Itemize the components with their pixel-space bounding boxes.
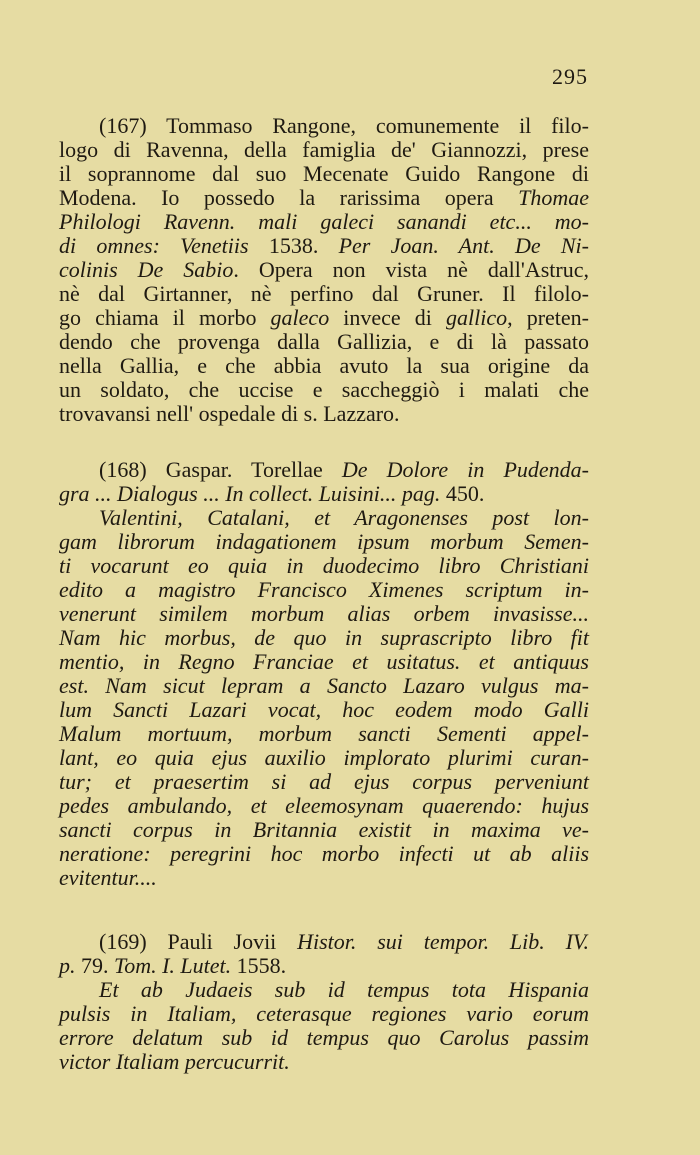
- text-line: [59, 722, 589, 746]
- footnote-167: [59, 114, 589, 426]
- italic-text: lant, eo quia ejus auxilio implorato plurimi curan-: [59, 745, 589, 770]
- text-line: [59, 650, 589, 674]
- roman-text: (169) Pauli Jovii: [99, 929, 298, 954]
- italic-text: pulsis in Italiam, ceterasque regiones vario eorum: [59, 1001, 589, 1026]
- roman-text: , preten-: [507, 305, 589, 330]
- italic-text: neratione: peregrini hoc morbo infecti ut ab aliis: [59, 841, 589, 866]
- text-line: [59, 818, 589, 842]
- italic-text: mentio, in Regno Franciae et usitatus. et antiquus: [59, 649, 589, 674]
- italic-text: galeco: [270, 305, 330, 330]
- text-line: [59, 602, 589, 626]
- text-line: [59, 530, 589, 554]
- text-line: [59, 978, 589, 1002]
- text-line: [59, 746, 589, 770]
- italic-text: di omnes: Venetiis: [59, 233, 269, 258]
- italic-text: victor Italiam percucurrit.: [59, 1049, 290, 1074]
- text-line: [59, 1026, 589, 1050]
- italic-text: Thomae: [518, 185, 589, 210]
- italic-text: lum Sancti Lazari vocat, hoc eodem modo Galli: [59, 697, 589, 722]
- italic-text: Valentini, Catalani, et Aragonenses post lon-: [99, 505, 589, 530]
- roman-text: (168) Gaspar. Torellae: [99, 457, 342, 482]
- text-line: [59, 1050, 589, 1074]
- text-line: [59, 378, 589, 402]
- text-line: [59, 330, 589, 354]
- italic-text: sancti corpus in Britannia existit in maxima ve-: [59, 817, 589, 842]
- text-line: [59, 794, 589, 818]
- italic-text: colinis De Sabio: [59, 257, 234, 282]
- italic-text: gam librorum indagationem ipsum morbum Semen-: [59, 529, 589, 554]
- italic-text: errore delatum sub id tempus quo Carolus passim: [59, 1025, 589, 1050]
- roman-text: (167) Tommaso Rangone, comunemente il filo-: [99, 113, 589, 138]
- text-line: [59, 930, 589, 954]
- footnote-169: [59, 930, 589, 1074]
- italic-text: evitentur....: [59, 865, 157, 890]
- italic-text: Histor. sui tempor. Lib. IV.: [297, 929, 589, 954]
- italic-text: Nam hic morbus, de quo in suprascripto libro fit: [59, 625, 589, 650]
- text-line: [59, 506, 589, 530]
- text-line: [59, 770, 589, 794]
- text-line: [59, 698, 589, 722]
- text-line: [59, 138, 589, 162]
- text-line: [59, 186, 589, 210]
- italic-text: pedes ambulando, et eleemosynam quaerendo: hujus: [59, 793, 589, 818]
- roman-text: 450.: [445, 481, 485, 506]
- roman-text: nella Gallia, e che abbia avuto la sua origine da: [59, 353, 589, 378]
- roman-text: invece di: [329, 305, 446, 330]
- italic-text: edito a magistro Francisco Ximenes scriptum in-: [59, 577, 589, 602]
- roman-text: logo di Ravenna, della famiglia de' Giannozzi, prese: [59, 137, 589, 162]
- roman-text: go chiama il morbo: [59, 305, 271, 330]
- italic-text: est. Nam sicut lepram a Sancto Lazaro vulgus ma-: [59, 673, 589, 698]
- roman-text: 79.: [81, 953, 114, 978]
- italic-text: ti vocarunt eo quia in duodecimo libro Christiani: [59, 553, 589, 578]
- roman-text: nè dal Girtanner, nè perfino dal Gruner. Il filolo-: [59, 281, 589, 306]
- text-line: [59, 114, 589, 138]
- roman-text: trovavansi nell' ospedale di s. Lazzaro.: [59, 401, 400, 426]
- italic-text: gallico: [446, 305, 508, 330]
- text-line: [59, 954, 589, 978]
- text-line: [59, 1002, 589, 1026]
- text-line: [59, 402, 589, 426]
- italic-text: gra ... Dialogus ... In collect. Luisini... pag.: [59, 481, 446, 506]
- roman-text: 1558.: [236, 953, 287, 978]
- italic-text: Et ab Judaeis sub id tempus tota Hispania: [99, 977, 589, 1002]
- text-line: [59, 210, 589, 234]
- italic-text: Malum mortuum, morbum sancti Sementi appel-: [59, 721, 589, 746]
- roman-text: . Opera non vista nè dall'Astruc,: [233, 257, 589, 282]
- italic-text: De Dolore in Pudenda-: [341, 457, 589, 482]
- text-line: [59, 626, 589, 650]
- text-line: [59, 674, 589, 698]
- italic-text: Per Joan. Ant. De Ni-: [338, 233, 589, 258]
- roman-text: Modena. Io possedo la rarissima opera: [59, 185, 519, 210]
- text-line: [59, 354, 589, 378]
- roman-text: il soprannome dal suo Mecenate Guido Rangone di: [59, 161, 589, 186]
- text-line: [59, 282, 589, 306]
- text-line: [59, 842, 589, 866]
- roman-text: 1538.: [268, 233, 339, 258]
- text-line: [59, 306, 589, 330]
- italic-text: p.: [59, 953, 81, 978]
- text-line: [59, 866, 589, 890]
- text-line: [59, 258, 589, 282]
- roman-text: un soldato, che uccise e saccheggiò i malati che: [59, 377, 589, 402]
- text-line: [59, 554, 589, 578]
- footnote-168: [59, 458, 589, 890]
- italic-text: Tom. I. Lutet.: [114, 953, 237, 978]
- italic-text: tur; et praesertim si ad ejus corpus perveniunt: [59, 769, 589, 794]
- roman-text: dendo che provenga dalla Gallizia, e di là passato: [59, 329, 589, 354]
- page-number: 295: [552, 64, 588, 89]
- italic-text: Philologi Ravenn. mali galeci sanandi etc... mo-: [59, 209, 589, 234]
- text-line: [59, 162, 589, 186]
- text-line: [59, 482, 589, 506]
- text-line: [59, 234, 589, 258]
- italic-text: venerunt similem morbum alias orbem invasisse...: [59, 601, 589, 626]
- text-line: [59, 458, 589, 482]
- text-line: [59, 578, 589, 602]
